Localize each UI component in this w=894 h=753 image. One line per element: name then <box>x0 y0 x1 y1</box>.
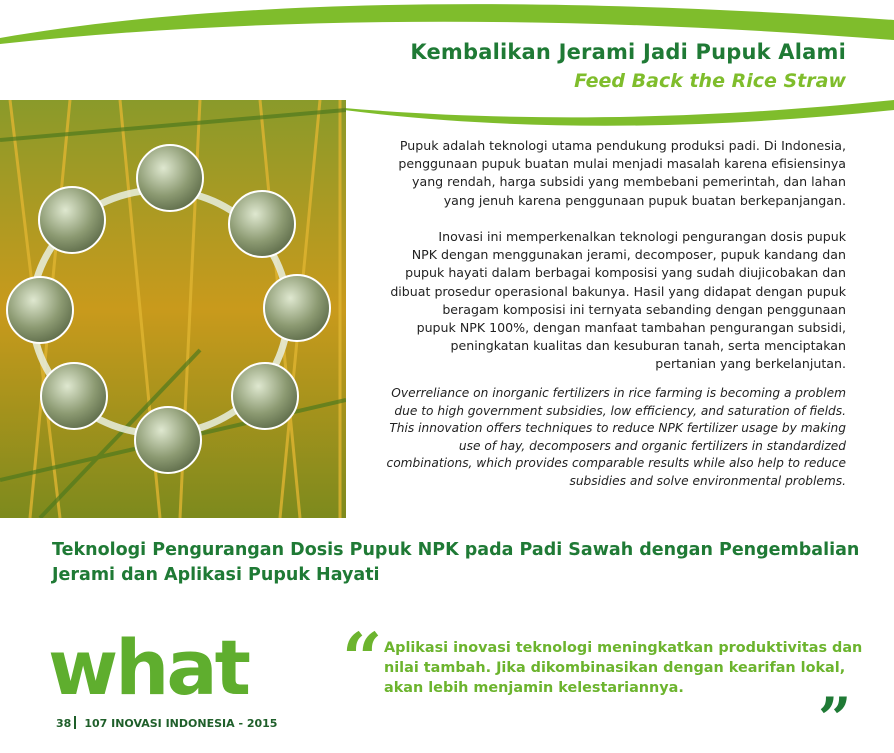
quote-line: akan lebih menjamin kelestariannya. <box>384 680 684 696</box>
text-line: subsidies and solve environmental problems. <box>569 473 846 488</box>
title-line: Jerami dan Aplikasi Pupuk Hayati <box>52 565 380 585</box>
text-line: yang jenuh karena penggunaan pupuk buatan berkepanjangan. <box>443 192 846 208</box>
text-line: dibuat prosedur operasional bakunya. Hasil yang didapat dengan pupuk <box>390 283 846 299</box>
text-line: pupuk NPK 100%, dengan manfaat tambahan pengurangan subsidi, <box>416 320 846 336</box>
paragraph-intro <box>364 137 846 210</box>
text-line: due to high government subsidies, low efficiency, and saturation of fields. <box>394 403 846 418</box>
text-line: NPK dengan menggunakan jerami, decomposer, pupuk kandang dan <box>411 247 846 263</box>
title-indonesian: Kembalikan Jerami Jadi Pupuk Alami <box>410 40 846 64</box>
publication-name: 107 INOVASI INDONESIA - 2015 <box>84 717 278 730</box>
page-footer <box>56 716 277 730</box>
pull-quote <box>384 638 862 698</box>
text-line: use of hay, decomposers and organic fertilizers in standardized <box>458 438 846 453</box>
text-line: beragam komposisi ini ternyata sebanding dengan penggunaan <box>442 301 846 317</box>
footer-divider <box>74 716 76 729</box>
text-line: This innovation offers techniques to reduce NPK fertilizer usage by making <box>389 421 846 436</box>
text-line: yang rendah, harga subsidi yang membebani pemerintah, dan lahan <box>412 174 846 190</box>
paragraph-innovation <box>364 228 846 374</box>
quote-line: nilai tambah. Jika dikombinasikan dengan kearifan lokal, <box>384 660 846 676</box>
open-quote-icon: “ <box>342 617 383 700</box>
section-word-what: what <box>48 623 248 712</box>
text-line: Overreliance on inorganic fertilizers in rice farming is becoming a problem <box>391 386 846 400</box>
text-line: Inovasi ini memperkenalkan teknologi pengurangan dosis pupuk <box>438 229 846 244</box>
title-line: Teknologi Pengurangan Dosis Pupuk NPK pada Padi Sawah dengan Pengembalian <box>52 540 860 560</box>
text-line: penggunaan pupuk buatan mulai menjadi masalah karena efisiensinya <box>398 156 846 172</box>
innovation-title <box>52 538 860 588</box>
text-line: combinations, which provides comparable results while also help to reduce <box>386 456 846 471</box>
quote-line: Aplikasi inovasi teknologi meningkatkan produktivitas dan <box>384 640 863 656</box>
page-number: 38 <box>56 717 72 730</box>
rice-field-photo <box>0 100 346 518</box>
paragraph-english <box>364 385 846 491</box>
text-line: pupuk hayati dalam berbagai komposisi yang sudah diujicobakan dan <box>405 265 846 281</box>
text-line: Pupuk adalah teknologi utama pendukung produksi padi. Di Indonesia, <box>399 138 846 153</box>
close-quote-icon: ” <box>818 685 852 753</box>
title-english: Feed Back the Rice Straw <box>574 70 846 92</box>
text-line: pertanian yang berkelanjutan. <box>655 356 846 372</box>
text-line: peningkatan kualitas dan kesuburan tanah, serta menciptakan <box>450 338 846 354</box>
